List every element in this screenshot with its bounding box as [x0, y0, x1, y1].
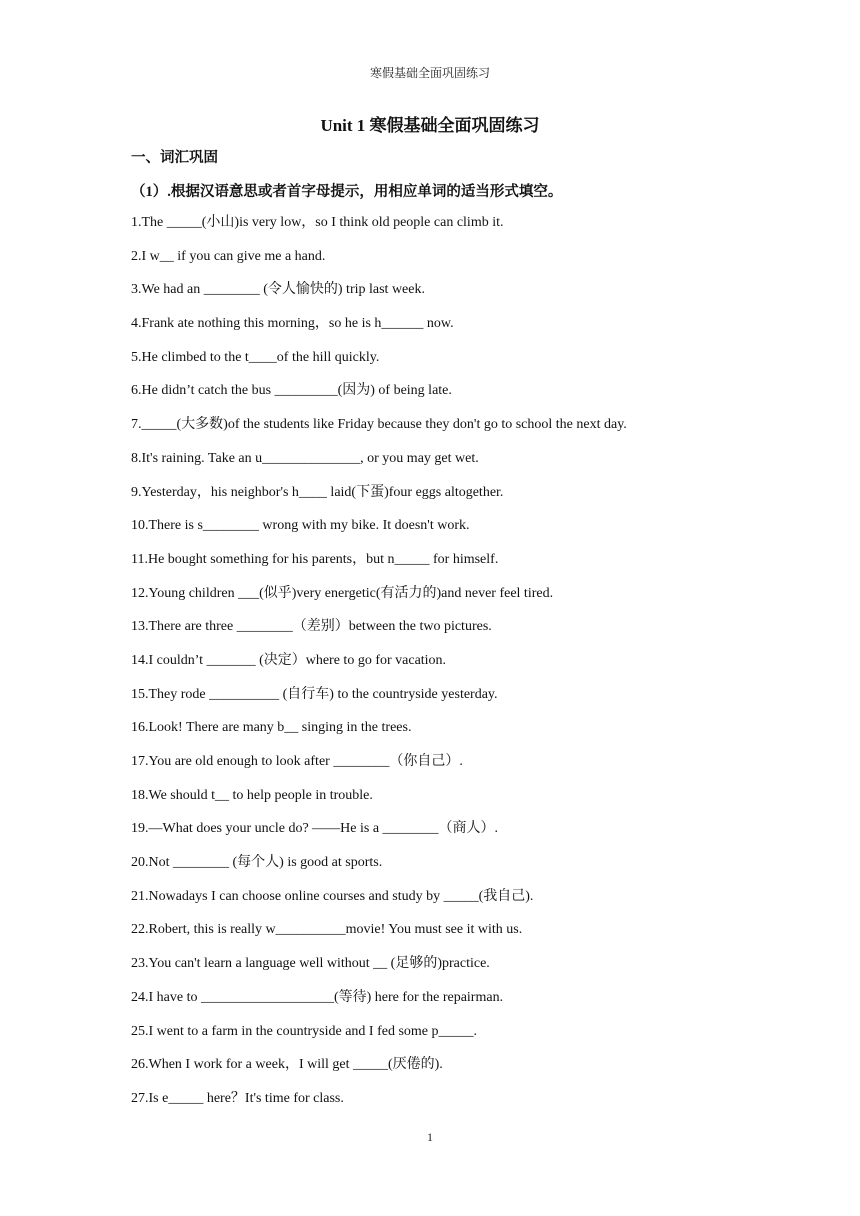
- question-item: 18.We should t__ to help people in trouble.: [131, 787, 373, 803]
- exercise-instruction: （1）.根据汉语意思或者首字母提示，用相应单词的适当形式填空。: [131, 184, 563, 200]
- question-item: 25.I went to a farm in the countryside and I fed some p_____.: [131, 1023, 478, 1039]
- question-item: 22.Robert, this is really w__________movie! You must see it with us.: [131, 922, 523, 938]
- question-item: 13.There are three ________（差别）between the two pictures.: [131, 619, 492, 635]
- question-item: 3.We had an ________ (令人愉快的) trip last week.: [131, 282, 425, 298]
- question-item: 11.He bought something for his parents，but n_____ for himself.: [131, 551, 499, 567]
- section-heading: 一、词汇巩固: [131, 150, 218, 166]
- question-list: [131, 212, 731, 1122]
- question-item: 4.Frank ate nothing this morning，so he is h______ now.: [131, 316, 454, 332]
- question-item: 19.—What does your uncle do? ——He is a ________（商人）.: [131, 821, 499, 837]
- page-number: 1: [427, 1130, 433, 1144]
- question-item: 8.It's raining. Take an u______________, or you may get wet.: [131, 450, 479, 466]
- question-item: 5.He climbed to the t____of the hill quickly.: [131, 349, 380, 365]
- question-item: 21.Nowadays I can choose online courses and study by _____(我自己).: [131, 888, 534, 904]
- question-item: 23.You can't learn a language well without __ (足够的)practice.: [131, 956, 490, 972]
- document-title: Unit 1 寒假基础全面巩固练习: [320, 116, 540, 135]
- question-item: 6.He didn’t catch the bus _________(因为) of being late.: [131, 383, 452, 399]
- question-item: 7._____(大多数)of the students like Friday because they don't go to school the next day.: [131, 417, 627, 433]
- question-item: 26.When I work for a week，I will get _____(厌倦的).: [131, 1057, 443, 1073]
- question-item: 10.There is s________ wrong with my bike. It doesn't work.: [131, 518, 470, 534]
- question-item: 12.Young children ___(似乎)very energetic(有活力的)and never feel tired.: [131, 585, 554, 601]
- question-item: 1.The _____(小山)is very low，so I think old people can climb it.: [131, 215, 504, 230]
- question-item: 16.Look! There are many b__ singing in the trees.: [131, 720, 412, 736]
- question-item: 27.Is e_____ here？It's time for class.: [131, 1090, 344, 1106]
- question-item: 14.I couldn’t _______ (决定）where to go for vacation.: [131, 652, 447, 668]
- question-item: 15.They rode __________ (自行车) to the countryside yesterday.: [131, 686, 498, 702]
- question-item: 20.Not ________ (每个人) is good at sports.: [131, 855, 383, 871]
- question-item: 17.You are old enough to look after ________（你自己）.: [131, 754, 463, 769]
- question-item: 9.Yesterday，his neighbor's h____ laid(下蛋)four eggs altogether.: [131, 484, 504, 500]
- question-item: 24.I have to ___________________(等待) here for the repairman.: [131, 989, 504, 1005]
- question-item: 2.I w__ if you can give me a hand.: [131, 248, 326, 264]
- page-header: 寒假基础全面巩固练习: [369, 66, 490, 80]
